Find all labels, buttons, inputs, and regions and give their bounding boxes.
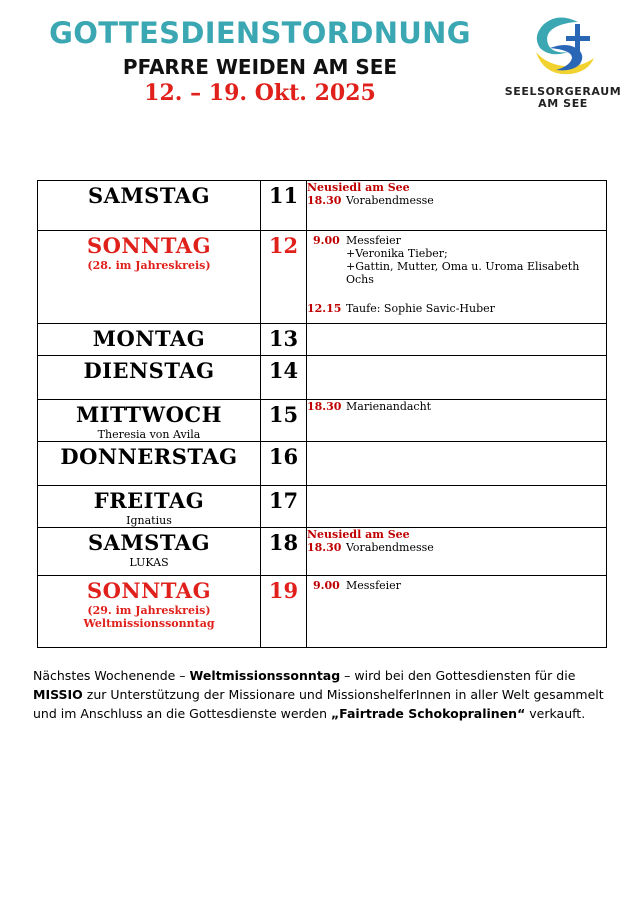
announcement-bold: MISSIO [33, 687, 83, 702]
events-cell [307, 400, 607, 442]
day-name: MONTAG [92, 326, 206, 351]
event-time: 12.15 [307, 302, 342, 315]
day-number: 12 [268, 233, 299, 258]
day-number: 18 [268, 530, 299, 555]
day-note: Ignatius [126, 514, 172, 527]
event-line [307, 247, 606, 260]
event-line [307, 260, 606, 286]
date-range: 12. – 19. Okt. 2025 [144, 80, 376, 106]
event-line [307, 194, 606, 207]
day-number: 16 [268, 444, 299, 469]
day-name: FREITAG [93, 488, 205, 513]
day-name: SONNTAG [86, 233, 212, 258]
announcement-paragraph [33, 666, 608, 723]
announcement-bold: Weltmissionssonntag [189, 668, 341, 683]
table-row [38, 400, 607, 442]
seelsorgeraum-logo-icon [530, 14, 600, 80]
event-text: Messfeier [346, 579, 401, 592]
events-cell [307, 442, 607, 486]
day-cell [38, 324, 261, 356]
day-number: 14 [268, 358, 299, 383]
day-number-cell [261, 486, 307, 528]
logo-text [497, 86, 629, 110]
day-note: (28. im Jahreskreis) [87, 259, 211, 272]
day-name: DONNERSTAG [60, 444, 238, 469]
event-text: Messfeier [346, 234, 401, 247]
events-cell [307, 576, 607, 648]
event-text: Taufe: Sophie Savic-Huber [346, 302, 495, 315]
day-number: 13 [268, 326, 299, 351]
announcement-text: verkauft. [525, 706, 586, 721]
day-note: Weltmissionssonntag [83, 617, 215, 630]
logo-text-line2: AM SEE [538, 97, 588, 110]
events-cell [307, 486, 607, 528]
day-number-cell [261, 231, 307, 324]
event-text: Vorabendmesse [346, 541, 434, 554]
table-row [38, 181, 607, 231]
events-cell [307, 528, 607, 576]
event-time: 18.30 [307, 541, 342, 554]
day-cell [38, 231, 261, 324]
event-time: 18.30 [307, 194, 342, 207]
event-line [307, 579, 606, 592]
day-number-cell [261, 400, 307, 442]
event-text: +Gattin, Mutter, Oma u. Uroma Elisabeth Ochs [346, 260, 580, 286]
day-number: 19 [268, 578, 299, 603]
day-number: 11 [268, 183, 299, 208]
day-cell [38, 576, 261, 648]
announcement-text: zur Unterstützung der Missionare und MissionshelferInnen in aller Welt gesammelt und im Anschluss an die Gottesdienste werden [33, 687, 604, 721]
events-cell [307, 324, 607, 356]
day-name: DIENSTAG [83, 358, 215, 383]
event-location: Neusiedl am See [307, 528, 410, 541]
day-cell [38, 486, 261, 528]
logo-cross-horizontal [566, 36, 590, 41]
table-row [38, 528, 607, 576]
table-row [38, 231, 607, 324]
event-time [307, 260, 346, 286]
event-time: 9.00 [313, 234, 340, 247]
event-time: 9.00 [313, 579, 340, 592]
service-schedule-table [37, 180, 607, 648]
event-text: +Veronika Tieber; [346, 247, 448, 260]
event-line [307, 400, 606, 413]
announcement-text: – wird bei den Gottesdiensten für die [340, 668, 576, 683]
parish-name: PFARRE WEIDEN AM SEE [122, 55, 398, 79]
logo-cross-vertical [575, 24, 580, 62]
events-cell [307, 231, 607, 324]
day-number-cell [261, 528, 307, 576]
events-cell [307, 356, 607, 400]
event-line [307, 234, 606, 247]
event-text: Marienandacht [346, 400, 432, 413]
event-time [307, 247, 346, 260]
day-name: SAMSTAG [87, 183, 211, 208]
day-number: 17 [268, 488, 299, 513]
day-number-cell [261, 324, 307, 356]
day-cell [38, 356, 261, 400]
day-number-cell [261, 442, 307, 486]
announcement-text: Nächstes Wochenende – [33, 668, 190, 683]
day-note: (29. im Jahreskreis) [87, 604, 211, 617]
table-row [38, 486, 607, 528]
events-cell [307, 181, 607, 231]
day-number-cell [261, 356, 307, 400]
spacer [307, 286, 606, 302]
logo-yellow-arc [536, 52, 594, 74]
table-row [38, 356, 607, 400]
day-cell [38, 442, 261, 486]
logo-text-line1: SEELSORGERAUM [504, 85, 622, 98]
day-name: MITTWOCH [75, 402, 222, 427]
day-name: SONNTAG [86, 578, 212, 603]
event-location: Neusiedl am See [307, 181, 410, 194]
day-number: 15 [268, 402, 299, 427]
table-row [38, 442, 607, 486]
day-name: SAMSTAG [87, 530, 211, 555]
day-note: LUKAS [129, 556, 169, 569]
event-line [307, 541, 606, 554]
day-cell [38, 528, 261, 576]
event-line [307, 302, 606, 315]
day-number-cell [261, 181, 307, 231]
day-number-cell [261, 576, 307, 648]
day-note: Theresia von Avila [97, 428, 201, 441]
table-row [38, 324, 607, 356]
day-cell [38, 400, 261, 442]
page-title: GOTTESDIENSTORDNUNG [49, 16, 471, 50]
announcement-bold: „Fairtrade Schokopralinen“ [330, 706, 526, 721]
table-row [38, 576, 607, 648]
day-cell [38, 181, 261, 231]
event-time: 18.30 [307, 400, 342, 413]
event-text: Vorabendmesse [346, 194, 434, 207]
